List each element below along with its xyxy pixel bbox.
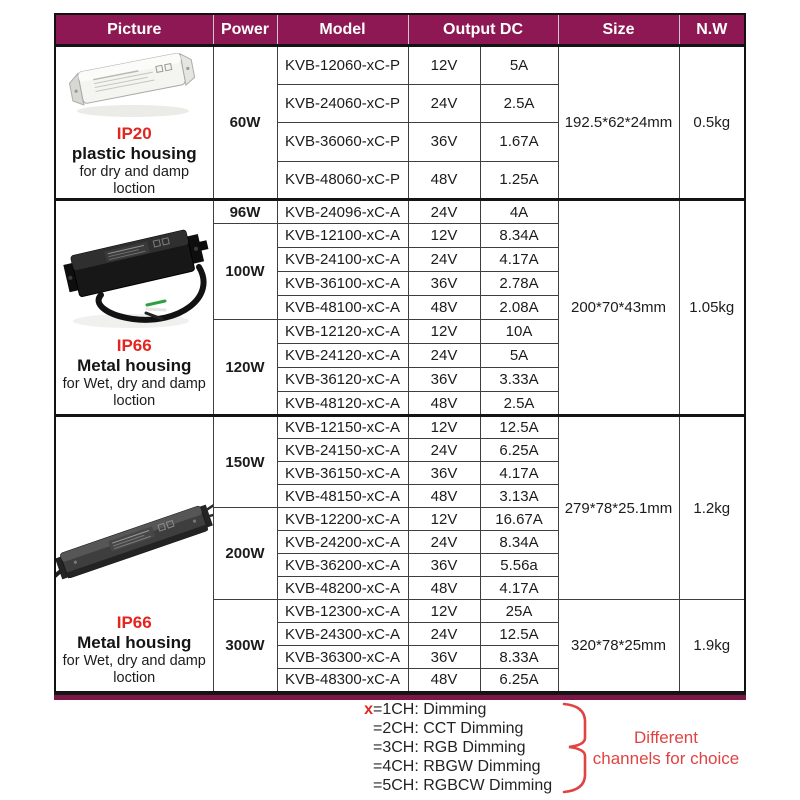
current-cell: 3.33A bbox=[480, 368, 558, 392]
header-row bbox=[55, 14, 745, 46]
model-cell: KVB-12120-xC-A bbox=[277, 320, 408, 344]
table-row bbox=[55, 200, 745, 224]
voltage-cell: 36V bbox=[408, 272, 480, 296]
model-cell: KVB-48200-xC-A bbox=[277, 577, 408, 600]
current-cell: 4.17A bbox=[480, 462, 558, 485]
picture-block bbox=[56, 47, 213, 198]
table-row bbox=[55, 46, 745, 85]
model-cell: KVB-48150-xC-A bbox=[277, 485, 408, 508]
model-cell: KVB-48300-xC-A bbox=[277, 669, 408, 692]
voltage-cell: 36V bbox=[408, 462, 480, 485]
power-cell: 100W bbox=[213, 224, 277, 320]
voltage-cell: 12V bbox=[408, 46, 480, 85]
power-cell: 150W bbox=[213, 416, 277, 508]
model-cell: KVB-24060-xC-P bbox=[277, 84, 408, 123]
model-cell: KVB-36200-xC-A bbox=[277, 554, 408, 577]
table-bottom-accent-bar bbox=[54, 693, 746, 700]
size-cell: 200*70*43mm bbox=[558, 200, 679, 416]
voltage-cell: 24V bbox=[408, 200, 480, 224]
housing-type-label: Metal housing bbox=[77, 356, 192, 375]
voltage-cell: 36V bbox=[408, 646, 480, 669]
current-cell: 2.78A bbox=[480, 272, 558, 296]
voltage-cell: 48V bbox=[408, 669, 480, 692]
channels-note-line1: Different bbox=[634, 728, 698, 747]
channel-option-text: =3CH: RGB Dimming bbox=[373, 739, 526, 756]
suitability-label: for dry and damp bbox=[79, 164, 190, 180]
picture-cell-metal-2 bbox=[55, 416, 213, 692]
voltage-cell: 24V bbox=[408, 248, 480, 272]
voltage-cell: 36V bbox=[408, 123, 480, 162]
model-cell: KVB-12060-xC-P bbox=[277, 46, 408, 85]
ip-rating-label: IP66 bbox=[116, 336, 152, 355]
channels-note-line2: channels for choice bbox=[592, 749, 740, 768]
current-cell: 4.17A bbox=[480, 577, 558, 600]
power-cell: 300W bbox=[213, 600, 277, 692]
size-cell: 320*78*25mm bbox=[558, 600, 679, 692]
current-cell: 10A bbox=[480, 320, 558, 344]
channel-option bbox=[364, 738, 552, 757]
col-header-model: Model bbox=[277, 14, 408, 46]
current-cell: 2.5A bbox=[480, 84, 558, 123]
current-cell: 4A bbox=[480, 200, 558, 224]
suitability-label: for Wet, dry and damp bbox=[62, 653, 206, 670]
power-cell: 120W bbox=[213, 320, 277, 416]
model-cell: KVB-36150-xC-A bbox=[277, 462, 408, 485]
col-header-power: Power bbox=[213, 14, 277, 46]
power-cell: 96W bbox=[213, 200, 277, 224]
model-cell: KVB-24096-xC-A bbox=[277, 200, 408, 224]
voltage-cell: 12V bbox=[408, 224, 480, 248]
model-cell: KVB-12200-xC-A bbox=[277, 508, 408, 531]
channel-option-text: =4CH: RBGW Dimming bbox=[373, 758, 541, 775]
voltage-cell: 48V bbox=[408, 392, 480, 416]
voltage-cell: 12V bbox=[408, 320, 480, 344]
table-row bbox=[55, 416, 745, 439]
model-cell: KVB-36100-xC-A bbox=[277, 272, 408, 296]
channel-variable-x: x bbox=[364, 701, 373, 718]
model-cell: KVB-36300-xC-A bbox=[277, 646, 408, 669]
voltage-cell: 24V bbox=[408, 344, 480, 368]
channel-option-text: =5CH: RGBCW Dimming bbox=[373, 777, 553, 794]
size-cell: 279*78*25.1mm bbox=[558, 416, 679, 600]
voltage-cell: 12V bbox=[408, 416, 480, 439]
col-header-size: Size bbox=[558, 14, 679, 46]
current-cell: 16.67A bbox=[480, 508, 558, 531]
voltage-cell: 24V bbox=[408, 84, 480, 123]
current-cell: 5.56a bbox=[480, 554, 558, 577]
weight-cell: 0.5kg bbox=[679, 46, 745, 200]
voltage-cell: 12V bbox=[408, 508, 480, 531]
current-cell: 8.33A bbox=[480, 646, 558, 669]
current-cell: 2.5A bbox=[480, 392, 558, 416]
channel-legend bbox=[364, 700, 552, 795]
voltage-cell: 48V bbox=[408, 161, 480, 200]
power-supply-spec-table bbox=[54, 13, 746, 693]
channels-note bbox=[580, 727, 752, 769]
voltage-cell: 36V bbox=[408, 554, 480, 577]
model-cell: KVB-24150-xC-A bbox=[277, 439, 408, 462]
size-cell: 192.5*62*24mm bbox=[558, 46, 679, 200]
model-cell: KVB-24120-xC-A bbox=[277, 344, 408, 368]
picture-cell-plastic bbox=[55, 46, 213, 200]
channel-option-text: =2CH: CCT Dimming bbox=[373, 720, 524, 737]
current-cell: 3.13A bbox=[480, 485, 558, 508]
model-cell: KVB-36120-xC-A bbox=[277, 368, 408, 392]
channel-option-text: =1CH: Dimming bbox=[373, 701, 487, 718]
power-cell: 200W bbox=[213, 508, 277, 600]
model-cell: KVB-48060-xC-P bbox=[277, 161, 408, 200]
slim-metal-driver-image bbox=[58, 472, 210, 612]
model-cell: KVB-12100-xC-A bbox=[277, 224, 408, 248]
model-cell: KVB-48120-xC-A bbox=[277, 392, 408, 416]
model-cell: KVB-24100-xC-A bbox=[277, 248, 408, 272]
ip-rating-label: IP20 bbox=[116, 124, 152, 143]
channel-option bbox=[364, 776, 552, 795]
voltage-cell: 48V bbox=[408, 485, 480, 508]
voltage-cell: 36V bbox=[408, 368, 480, 392]
model-cell: KVB-24200-xC-A bbox=[277, 531, 408, 554]
current-cell: 5A bbox=[480, 46, 558, 85]
col-header-output-dc: Output DC bbox=[408, 14, 558, 46]
weight-cell: 1.9kg bbox=[679, 600, 745, 692]
current-cell: 12.5A bbox=[480, 623, 558, 646]
current-cell: 25A bbox=[480, 600, 558, 623]
current-cell: 1.67A bbox=[480, 123, 558, 162]
weight-cell: 1.05kg bbox=[679, 200, 745, 416]
current-cell: 6.25A bbox=[480, 439, 558, 462]
picture-cell-metal-1 bbox=[55, 200, 213, 416]
plastic-driver-image bbox=[59, 47, 209, 123]
current-cell: 2.08A bbox=[480, 296, 558, 320]
suitability-label: for Wet, dry and damp bbox=[62, 376, 206, 392]
weight-cell: 1.2kg bbox=[679, 416, 745, 600]
voltage-cell: 48V bbox=[408, 577, 480, 600]
suitability-label2: loction bbox=[113, 670, 156, 687]
channel-option bbox=[364, 757, 552, 776]
current-cell: 6.25A bbox=[480, 669, 558, 692]
model-cell: KVB-24300-xC-A bbox=[277, 623, 408, 646]
voltage-cell: 24V bbox=[408, 531, 480, 554]
current-cell: 12.5A bbox=[480, 416, 558, 439]
spec-table-wrap bbox=[54, 13, 746, 700]
ip-rating-label: IP66 bbox=[116, 613, 152, 633]
current-cell: 4.17A bbox=[480, 248, 558, 272]
current-cell: 5A bbox=[480, 344, 558, 368]
model-cell: KVB-12300-xC-A bbox=[277, 600, 408, 623]
picture-block bbox=[56, 205, 213, 410]
current-cell: 1.25A bbox=[480, 161, 558, 200]
voltage-cell: 48V bbox=[408, 296, 480, 320]
metal-driver-image bbox=[59, 205, 209, 335]
voltage-cell: 24V bbox=[408, 623, 480, 646]
voltage-cell: 24V bbox=[408, 439, 480, 462]
model-cell: KVB-36060-xC-P bbox=[277, 123, 408, 162]
voltage-cell: 12V bbox=[408, 600, 480, 623]
housing-type-label: plastic housing bbox=[71, 144, 197, 163]
col-header-nw: N.W bbox=[679, 14, 745, 46]
picture-block bbox=[56, 420, 213, 687]
model-cell: KVB-12150-xC-A bbox=[277, 416, 408, 439]
suitability-label2: loction bbox=[113, 181, 156, 197]
current-cell: 8.34A bbox=[480, 224, 558, 248]
col-header-picture: Picture bbox=[55, 14, 213, 46]
suitability-label2: loction bbox=[113, 393, 156, 409]
model-cell: KVB-48100-xC-A bbox=[277, 296, 408, 320]
channel-option bbox=[364, 719, 552, 738]
power-cell: 60W bbox=[213, 46, 277, 200]
housing-type-label: Metal housing bbox=[77, 633, 192, 653]
current-cell: 8.34A bbox=[480, 531, 558, 554]
channel-option bbox=[364, 700, 552, 719]
